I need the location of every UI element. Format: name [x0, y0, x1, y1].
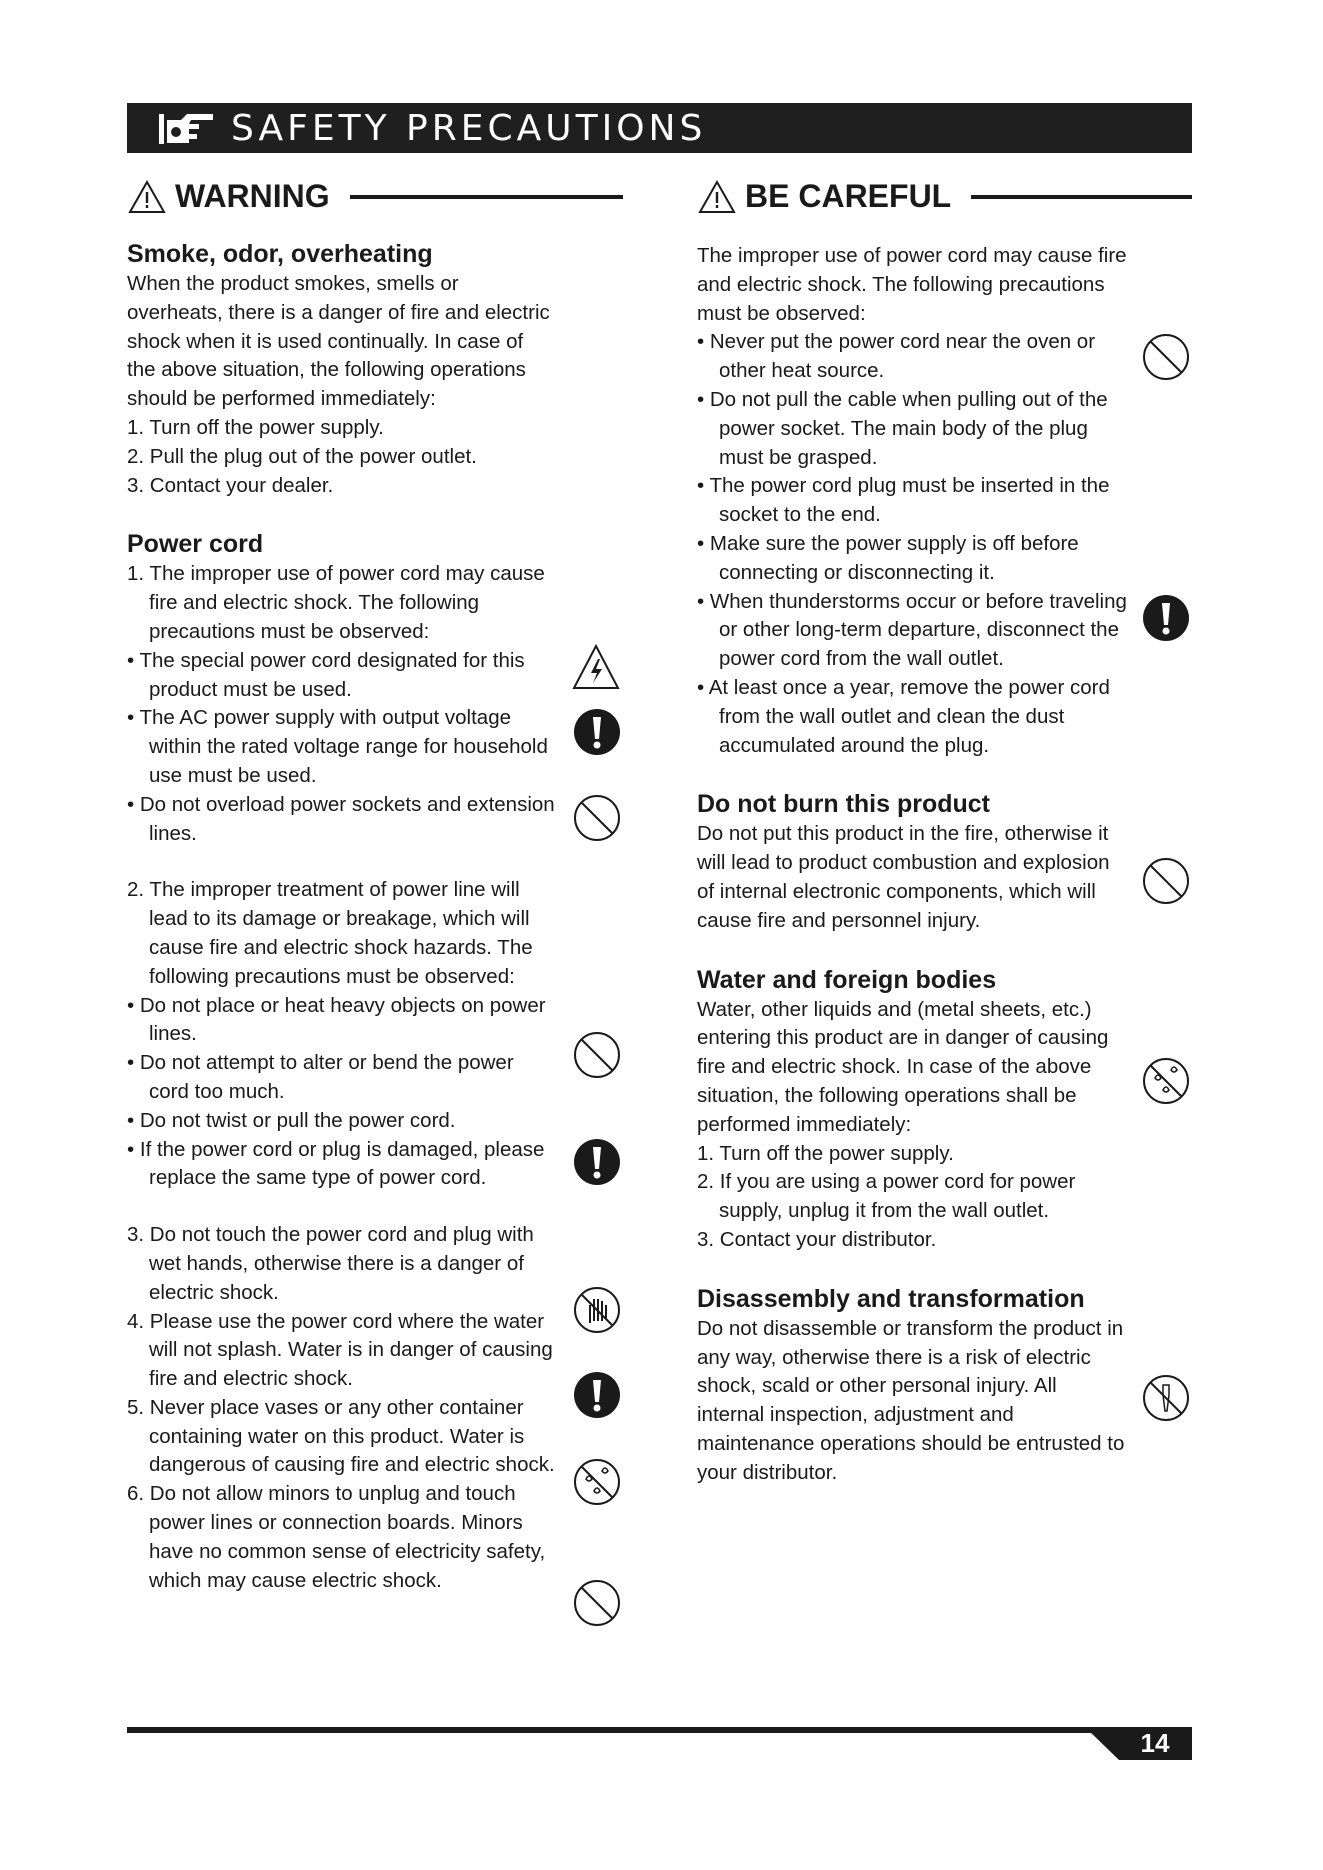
warning-triangle-icon: [127, 179, 167, 215]
mandatory-exclamation-icon: [572, 707, 622, 757]
list-item: 3. Do not touch the power cord and plug with wet hands, otherwise there is a danger of electric shock.: [127, 1223, 534, 1304]
heading-rule: [971, 195, 1192, 199]
paragraph: Do not put this product in the fire, otherwise it will lead to product combustion and explosion of internal electronic components, which will cause fire and personnel injury.: [697, 822, 1110, 932]
bullet-item: • Make sure the power supply is off before connecting or disconnecting it.: [697, 531, 1079, 584]
page-number: 14: [1140, 1728, 1170, 1758]
electric-hazard-icon: [571, 643, 621, 693]
page-title: SAFETY PRECAUTIONS: [231, 107, 707, 149]
list-item: 3. Contact your distributor.: [697, 1227, 937, 1251]
mandatory-exclamation-icon: [572, 1137, 622, 1187]
list-item: 2. Pull the plug out of the power outlet.: [127, 444, 477, 468]
warning-triangle-icon: [697, 179, 737, 215]
bullet-item: • At least once a year, remove the power cord from the wall outlet and clean the dust accumulated around the plug.: [697, 675, 1110, 757]
prohibition-icon: [572, 793, 622, 843]
paragraph: Water, other liquids and (metal sheets, etc.) entering this product are in danger of causing fire and electric shock. In case of the above situation, the following operations shall be performed immediately:: [697, 997, 1109, 1136]
section-title: Smoke, odor, overheating: [127, 240, 433, 268]
bullet-item: • If the power cord or plug is damaged, please replace the same type of power cord.: [127, 1137, 545, 1190]
list-item: 1. Turn off the power supply.: [697, 1141, 954, 1165]
footer-rule: [127, 1727, 1127, 1733]
bullet-item: • Do not attempt to alter or bend the power cord too much.: [127, 1051, 514, 1103]
bullet-item: • Do not place or heat heavy objects on power lines.: [127, 993, 546, 1046]
list-item: 2. If you are using a power cord for power supply, unplug it from the wall outlet.: [697, 1170, 1076, 1223]
bullet-item: • The AC power supply with output voltage within the rated voltage range for household use must be used.: [127, 706, 548, 787]
no-disassembly-icon: [1141, 1373, 1191, 1423]
paragraph: The improper use of power cord may cause fire and electric shock. The following precautions must be observed:: [697, 244, 1127, 325]
warning-heading: [127, 178, 623, 215]
list-item: 1. Turn off the power supply.: [127, 415, 384, 439]
prohibition-icon: [572, 1030, 622, 1080]
no-water-icon: [572, 1457, 622, 1507]
bullet-item: • Never put the power cord near the oven or other heat source.: [697, 330, 1096, 383]
list-item: 2. The improper treatment of power line will lead to its damage or breakage, which will cause fire and electric shock hazards. The following precautions must be observed:: [127, 878, 533, 988]
prohibition-icon: [572, 1578, 622, 1628]
no-water-icon: [1141, 1056, 1191, 1106]
bullet-item: • When thunderstorms occur or before traveling or other long-term departure, disconnect the power cord from the wall outlet.: [697, 589, 1127, 671]
bullet-item: • Do not pull the cable when pulling out of the power socket. The main body of the plug must be grasped.: [697, 387, 1108, 469]
left-column: [127, 238, 557, 1595]
prohibition-icon: [1141, 332, 1191, 382]
section-title: Water and foreign bodies: [697, 965, 997, 994]
section-title: Do not burn this product: [697, 790, 991, 819]
right-column: [697, 242, 1127, 1487]
mandatory-exclamation-icon: [572, 1370, 622, 1420]
no-wet-hands-icon: [572, 1285, 622, 1335]
mandatory-exclamation-icon: [1141, 593, 1191, 643]
section-title: Disassembly and transformation: [697, 1284, 1085, 1313]
careful-heading: [697, 178, 1192, 215]
bullet-item: • Do not overload power sockets and extension lines.: [127, 792, 555, 845]
bullet-item: • The special power cord designated for this product must be used.: [127, 648, 525, 701]
bullet-item: • The power cord plug must be inserted in the socket to the end.: [697, 474, 1110, 527]
warning-label: WARNING: [175, 178, 330, 214]
paragraph: Do not disassemble or transform the product in any way, otherwise there is a risk of electric shock, scald or other personal injury. All internal inspection, adjustment and maintenance operations should be entrusted to your distributor.: [697, 1316, 1125, 1484]
list-item: 5. Never place vases or any other container containing water on this product. Water is dangerous of causing fire and electric shock.: [127, 1395, 555, 1477]
prohibition-icon: [1141, 856, 1191, 906]
section-title: Power cord: [127, 530, 264, 559]
hand-pointer-icon: [157, 103, 227, 153]
heading-rule: [350, 195, 623, 199]
list-item: 6. Do not allow minors to unplug and touch power lines or connection boards. Minors have no common sense of electricity safety, which may cause electric shock.: [127, 1482, 546, 1592]
header-banner: [127, 103, 1192, 153]
bullet-item: • Do not twist or pull the power cord.: [127, 1108, 456, 1132]
paragraph: When the product smokes, smells or overheats, there is a danger of fire and electric shock when it is used continually. In case of the above situation, the following operations should be performed immediately:: [127, 272, 550, 411]
list-item: 3. Contact your dealer.: [127, 473, 334, 497]
list-item: 1. The improper use of power cord may cause fire and electric shock. The following precautions must be observed:: [127, 562, 545, 643]
list-item: 4. Please use the power cord where the water will not splash. Water is in danger of causing fire and electric shock.: [127, 1309, 553, 1391]
careful-label: BE CAREFUL: [745, 178, 952, 214]
